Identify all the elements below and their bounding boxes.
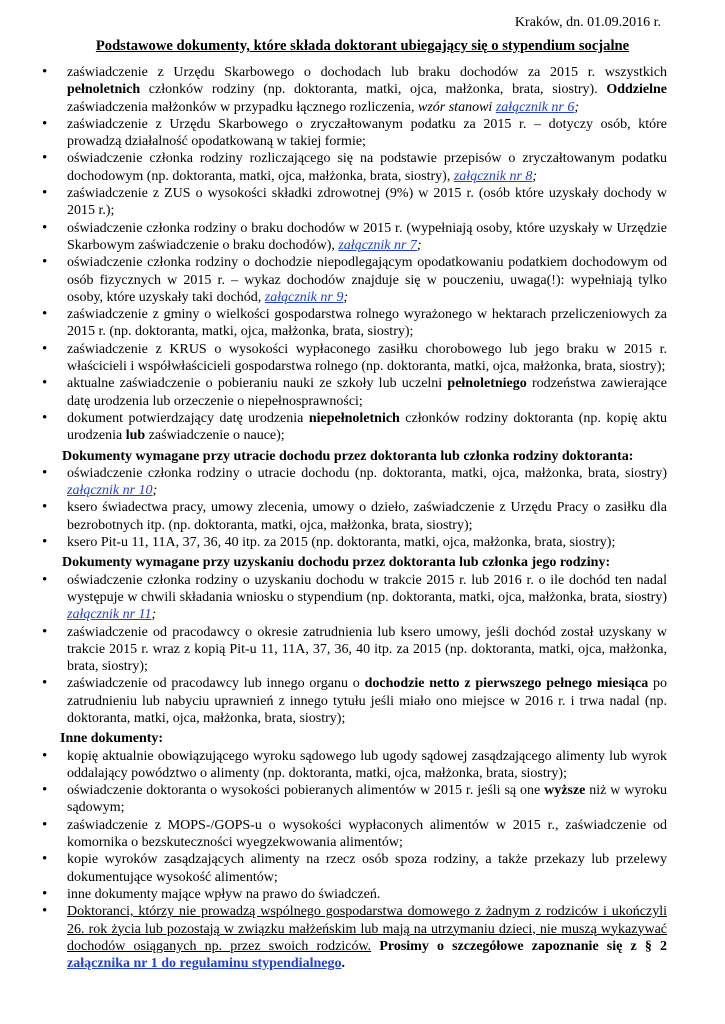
list-item: • oświadczenie członka rodziny o dochodzie niepodlegającym opodatkowaniu podatkiem dochodowym od osób fizycznych w 2015 r. – wykaz dochodów znajduje się w pouczeniu, uwaga(!): wypełniają tylko osoby, które uzyskały taki dochód, załącznik nr 9; (50, 254, 667, 306)
list-item: • zaświadczenie z Urzędu Skarbowego o zryczałtowanym podatku za 2015 r. – dotyczy osób, które prowadzą działalność opodatkowaną w takiej formie; (50, 116, 667, 151)
list-item: • ksero świadectwa pracy, umowy zlecenia, umowy o dzieło, zaświadczenie z Urzędu Pracy o zasiłku dla bezrobotnych itp. (np. doktoranta, matki, ojca, małżonka, brata, siostry); (50, 499, 667, 534)
income-loss-list (50, 465, 667, 551)
attachment-link[interactable]: załącznik nr 6 (495, 99, 575, 115)
list-item: • zaświadczenie z Urzędu Skarbowego o dochodach lub braku dochodów za 2015 r. wszystkich pełnoletnich członków rodziny (np. doktoranta, matki, ojca, małżonka, brata, siostry). Oddzielne zaświadczenia małżonków w przypadku łącznego rozliczenia, wzór stanowi załącznik nr 6; (50, 64, 667, 116)
basic-documents-list (50, 64, 667, 445)
list-item: • oświadczenie doktoranta o wysokości pobieranych alimentów w 2015 r. jeśli są one wyższe niż w wyroku sądowym; (50, 782, 667, 817)
list-item: • oświadczenie członka rodziny o braku dochodów w 2015 r. (wypełniają osoby, które uzyskały w Urzędzie Skarbowym zaświadczenie o braku dochodów), załącznik nr 7; (50, 220, 667, 255)
other-documents-list (50, 748, 667, 973)
list-item: • zaświadczenie z ZUS o wysokości składki zdrowotnej (9%) w 2015 r. (osób które uzyskały dochody w 2015 r.); (50, 185, 667, 220)
list-item: • zaświadczenie od pracodawcy o okresie zatrudnienia lub ksero umowy, jeśli dochód został uzyskany w trakcie 2015 r. wraz z kopią Pit-u 11, 11A, 37, 36, 40 itp. za 2015 (np. doktoranta, matki, ojca, małżonka, brata, siostry); (50, 624, 667, 676)
list-item: • Doktoranci, którzy nie prowadzą wspólnego gospodarstwa domowego z żadnym z rodziców i ukończyli 26. rok życia lub pozostają w związku małżeńskim lub mają na utrzymaniu dzieci, nie muszą wykazywać dochodów osiąganych np. przez swoich rodziców. Prosimy o szczegółowe zapoznanie się z § 2 załącznika nr 1 do regulaminu stypendialnego. (50, 903, 667, 972)
list-item: • aktualne zaświadczenie o pobieraniu nauki ze szkoły lub uczelni pełnoletniego rodzeństwa zawierające datę urodzenia lub orzeczenie o niepełnosprawności; (50, 375, 667, 410)
list-item: • oświadczenie członka rodziny o utracie dochodu (np. doktoranta, matki, ojca, małżonka, brata, siostry) załącznik nr 10; (50, 465, 667, 500)
document-content (50, 64, 667, 972)
section-heading-income-gain: Dokumenty wymagane przy uzyskaniu dochodu przez doktoranta lub członka jego rodziny: (62, 555, 611, 571)
list-item: • zaświadczenie z gminy o wielkości gospodarstwa rolnego wyrażonego w hektarach przeliczeniowych za 2015 r. (np. doktoranta, matki, ojca, małżonka, brata, siostry); (50, 306, 667, 341)
attachment-link[interactable]: załącznik nr 7 (338, 237, 417, 253)
attachment-link[interactable]: załącznik nr 9 (264, 289, 344, 305)
list-item: • oświadczenie członka rodziny o uzyskaniu dochodu w trakcie 2015 r. lub 2016 r. o ile dochód ten nadal występuje w chwili składania wniosku o stypendium (np. doktoranta, matki, ojca, małżonka, brata, siostry) załącznik nr 11; (50, 572, 667, 624)
income-gain-list (50, 572, 667, 728)
list-item: • kopię aktualnie obowiązującego wyroku sądowego lub ugody sądowej zasądzającego alimenty lub wyrok oddalający powództwo o alimenty (np. doktoranta, matki, ojca, małżonka, brata, siostry); (50, 748, 667, 783)
section-heading-income-loss: Dokumenty wymagane przy utracie dochodu przez doktoranta lub członka rodziny doktoranta: (62, 448, 634, 464)
list-item: • dokument potwierdzający datę urodzenia niepełnoletnich członków rodziny doktoranta (np. kopię aktu urodzenia lub zaświadczenie o nauce); (50, 410, 667, 445)
section-heading-other: Inne dokumenty: (60, 731, 164, 747)
list-item: • kopie wyroków zasądzających alimenty na rzecz osób spoza rodziny, a także przekazy lub przelewy dokumentujące wysokość alimentów; (50, 851, 667, 886)
list-item: • zaświadczenie z KRUS o wysokości wypłaconego zasiłku chorobowego lub jego braku w 2015 r. właścicieli i współwłaścicieli gospodarstwa rolnego (np. doktoranta, matki, ojca, małżonka, brata, siostry); (50, 341, 667, 376)
attachment-link[interactable]: załącznik nr 10 (67, 483, 153, 499)
attachment-link[interactable]: załącznik nr 8 (453, 168, 533, 184)
list-item: • ksero Pit-u 11, 11A, 37, 36, 40 itp. za 2015 (np. doktoranta, matki, ojca, małżonka, brata, siostry); (50, 534, 667, 551)
list-item: • oświadczenie członka rodziny rozliczającego się na podstawie przepisów o zryczałtowanym podatku dochodowym (np. doktoranta, matki, ojca, małżonka, brata, siostry), załącznik nr 8; (50, 150, 667, 185)
regulation-link[interactable]: załącznika nr 1 do regulaminu stypendialnego (67, 956, 342, 972)
attachment-link[interactable]: załącznik nr 11 (67, 607, 152, 623)
document-title: Podstawowe dokumenty, które składa doktorant ubiegający się o stypendium socjalne (95, 38, 630, 54)
list-item: • zaświadczenie z MOPS-/GOPS-u o wysokości wypłaconych alimentów w 2015 r., zaświadczenie od komornika o bezskuteczności wyegzekwowania alimentów; (50, 817, 667, 852)
list-item: • zaświadczenie od pracodawcy lub innego organu o dochodzie netto z pierwszego pełnego miesiąca po zatrudnieniu lub nabyciu uprawnień z innego tytułu jeśli miało ono miejsce w 2016 r. i trwa nadal (np. doktoranta, matki, ojca, małżonka, brata, siostry); (50, 675, 667, 727)
document-date: Kraków, dn. 01.09.2016 r. (514, 15, 661, 30)
list-item: • inne dokumenty mające wpływ na prawo do świadczeń. (50, 886, 667, 903)
